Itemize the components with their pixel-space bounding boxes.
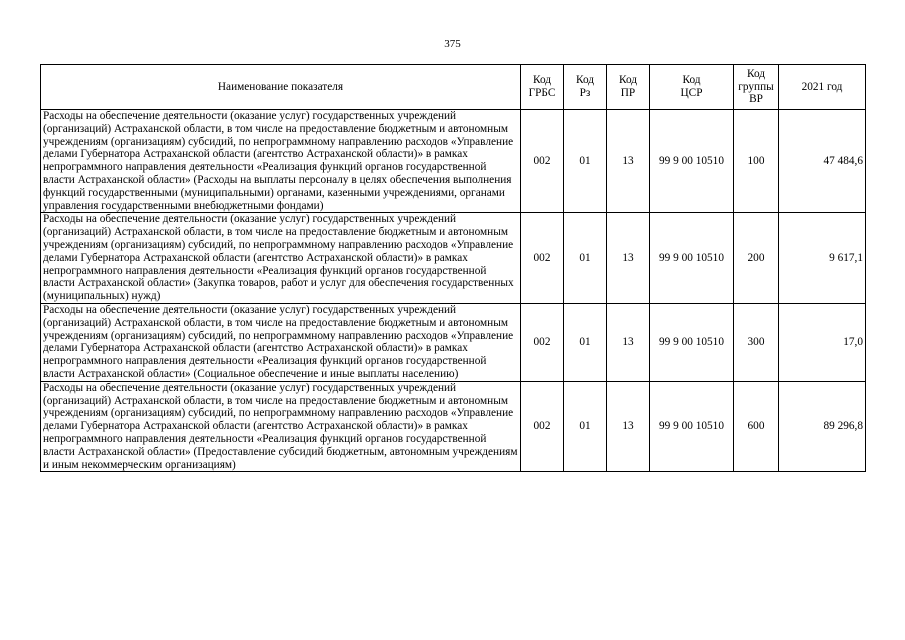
vr-cell: 600 xyxy=(734,381,779,472)
header-csr-line: Код xyxy=(682,74,701,87)
grbs-cell: 002 xyxy=(521,381,564,472)
header-grbs-line: ГРБС xyxy=(528,87,556,99)
amount-cell: 17,0 xyxy=(779,303,866,381)
budget-table xyxy=(40,64,866,472)
row-name-cell: Расходы на обеспечение деятельности (оказание услуг) государственных учреждений (организаций) Астраханской области, в том числе на предоставление бюджетным и автономным учреждениям (организациям) субсидий, по непрограммному направлению расходов «Управление делами Губернатора Астраханской области (агентство Астраханской области)» в рамках непрограммного направления деятельности «Реализация функций органов государственной власти Астраханской области» (Закупка товаров, работ и услуг для обеспечения государственных (муниципальных) нужд) xyxy=(41,213,521,304)
pr-cell: 13 xyxy=(607,381,650,472)
row-name-cell: Расходы на обеспечение деятельности (оказание услуг) государственных учреждений (организаций) Астраханской области, в том числе на предоставление бюджетным и автономным учреждениям (организациям) субсидий, по непрограммному направлению расходов «Управление делами Губернатора Астраханской области (агентство Астраханской области)» в рамках непрограммного направления деятельности «Реализация функций органов государственной власти Астраханской области» (Предоставление субсидий бюджетным, автономным учреждениям и иным некоммерческим организациям) xyxy=(41,381,521,472)
rz-cell: 01 xyxy=(564,110,607,213)
page-number: 375 xyxy=(444,38,461,50)
amount-cell: 47 484,6 xyxy=(779,110,866,213)
vr-cell: 300 xyxy=(734,303,779,381)
rz-cell: 01 xyxy=(564,213,607,304)
header-pr-line: Код xyxy=(618,74,638,87)
rz-cell: 01 xyxy=(564,303,607,381)
table-row xyxy=(41,110,866,213)
header-name: Наименование показателя xyxy=(41,65,521,110)
row-name-cell: Расходы на обеспечение деятельности (оказание услуг) государственных учреждений (организаций) Астраханской области, в том числе на предоставление бюджетным и автономным учреждениям (организациям) субсидий, по непрограммному направлению расходов «Управление делами Губернатора Астраханской области (агентство Астраханской области)» в рамках непрограммного направления деятельности «Реализация функций органов государственной власти Астраханской области» (Расходы на выплаты персоналу в целях обеспечения выполнения функций государственными (муниципальными) органами, казенными учреждениями, органами управления государственными внебюджетными фондами) xyxy=(41,110,521,213)
header-vr xyxy=(734,65,779,110)
amount-cell: 89 296,8 xyxy=(779,381,866,472)
csr-cell: 99 9 00 10510 xyxy=(650,213,734,304)
header-grbs-line: Код xyxy=(532,74,552,87)
table-row xyxy=(41,381,866,472)
header-csr-line: ЦСР xyxy=(680,87,703,99)
pr-cell: 13 xyxy=(607,110,650,213)
pr-cell: 13 xyxy=(607,213,650,304)
rz-cell: 01 xyxy=(564,381,607,472)
header-rz-line: Рз xyxy=(579,87,591,99)
csr-cell: 99 9 00 10510 xyxy=(650,381,734,472)
grbs-cell: 002 xyxy=(521,303,564,381)
csr-cell: 99 9 00 10510 xyxy=(650,110,734,213)
vr-cell: 200 xyxy=(734,213,779,304)
table-row xyxy=(41,213,866,304)
table-row xyxy=(41,303,866,381)
header-rz xyxy=(564,65,607,110)
header-vr-line: ВР xyxy=(749,93,763,106)
header-pr-line: ПР xyxy=(620,87,636,99)
header-vr-line: Код xyxy=(746,67,766,80)
header-pr xyxy=(607,65,650,110)
header-grbs xyxy=(521,65,564,110)
grbs-cell: 002 xyxy=(521,110,564,213)
csr-cell: 99 9 00 10510 xyxy=(650,303,734,381)
header-vr-line: группы xyxy=(738,80,774,93)
grbs-cell: 002 xyxy=(521,213,564,304)
vr-cell: 100 xyxy=(734,110,779,213)
header-rz-line: Код xyxy=(575,74,595,87)
row-name-cell: Расходы на обеспечение деятельности (оказание услуг) государственных учреждений (организаций) Астраханской области, в том числе на предоставление бюджетным и автономным учреждениям (организациям) субсидий, по непрограммному направлению расходов «Управление делами Губернатора Астраханской области (агентство Астраханской области)» в рамках непрограммного направления деятельности «Реализация функций органов государственной власти Астраханской области» (Социальное обеспечение и иные выплаты населению) xyxy=(41,303,521,381)
pr-cell: 13 xyxy=(607,303,650,381)
table-header-row xyxy=(41,65,866,110)
header-csr xyxy=(650,65,734,110)
header-amount: 2021 год xyxy=(779,65,866,110)
amount-cell: 9 617,1 xyxy=(779,213,866,304)
